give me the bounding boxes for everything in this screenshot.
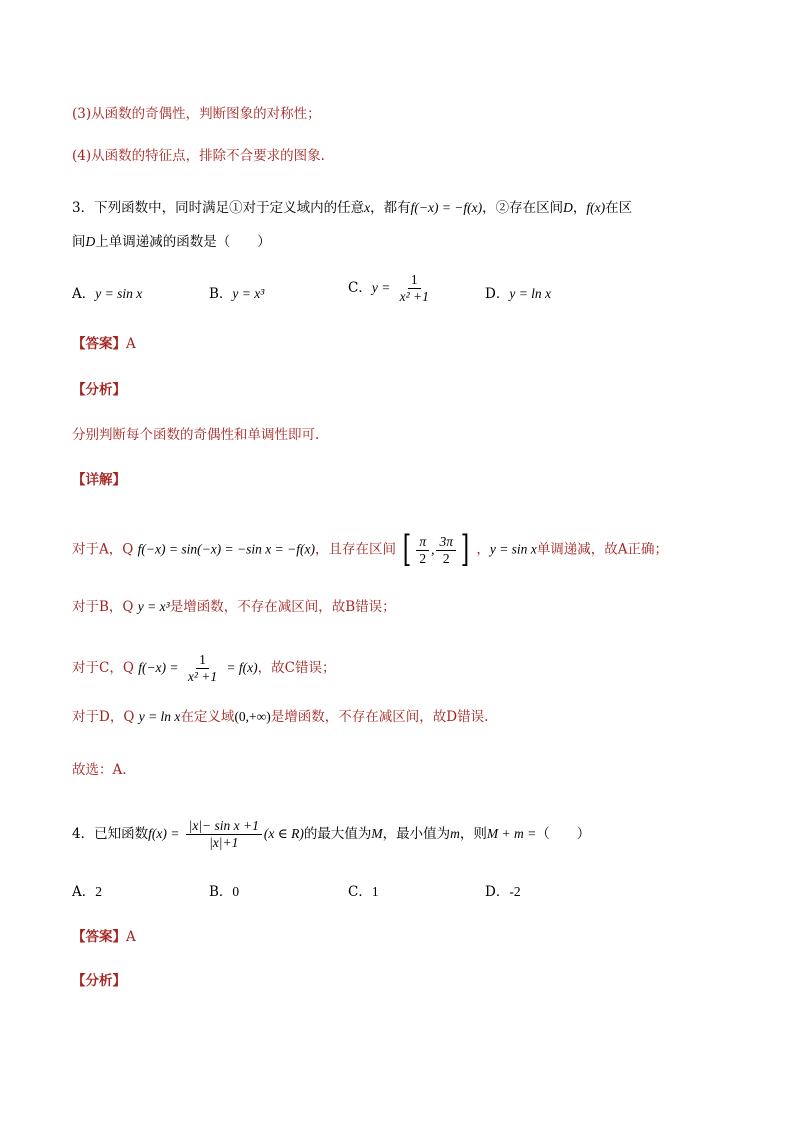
- q4-stem: 4．已知函数f(x) = $\frac{\text{|x|− sin x +1}}{|x|+1}$ (x ∈ R)的最大值为M，最小值为m，则M + m =（ ）: [72, 818, 591, 850]
- circle-2: ②: [495, 200, 510, 216]
- q3-detail-c-fraction: $\frac{1}{\text{x² +1}}$: [187, 652, 218, 684]
- q3-option-c: C．y = $\frac{1}{\text{x² +1}}$: [348, 272, 434, 305]
- q3-detail-tag: 【详解】: [72, 472, 126, 488]
- q4-analysis-tag: 【分析】: [72, 973, 126, 989]
- hint-3: (3)从函数的奇偶性，判断图象的对称性；: [72, 106, 321, 122]
- q3-detail-b: 对于B，Q y = x³是增函数，不存在减区间，故B错误；: [72, 599, 396, 615]
- q4-option-c: C．1: [348, 884, 379, 900]
- q4-answer: 【答案】A: [72, 929, 136, 945]
- q4-option-a: A．2: [72, 884, 102, 900]
- hint-4: (4)从函数的特征点，排除不合要求的图象.: [72, 148, 325, 164]
- q3-option-d: D．y = ln x: [485, 286, 552, 302]
- q3-detail-a: 对于A，Q f(−x) = sin(−x) = −sin x = −f(x)，且存在区间 [ $\frac{\pi}{2}$ , $\frac{3\pi}{2}$ ] ，y = sin x单调递减，故A正确；: [72, 529, 669, 570]
- odd-condition: f(−x) = −f(x): [410, 200, 483, 215]
- answer-tag: 【答案】: [72, 336, 126, 352]
- q3-answer: 【答案】A: [72, 336, 136, 352]
- interval-bracket: [ $\frac{\pi}{2}$ , $\frac{3\pi}{2}$ ]: [403, 529, 470, 570]
- q4-option-b: B．0: [209, 884, 240, 900]
- q3-option-a: A．y = sin x: [72, 286, 143, 302]
- q3-option-c-fraction: $\frac{1}{\text{x² +1}}$: [399, 272, 429, 304]
- q3-choose: 故选：A.: [72, 762, 127, 778]
- q4-option-d: D．-2: [485, 884, 521, 900]
- circle-1: ①: [229, 200, 243, 216]
- q3-analysis-text: 分别判断每个函数的奇偶性和单调性即可.: [72, 427, 320, 443]
- q3-stem-line2: 间D上单调递减的函数是（ ）: [72, 234, 271, 250]
- q3-detail-d: 对于D，Q y = ln x在定义域(0,+∞)是增函数，不存在减区间，故D错误.: [72, 709, 489, 725]
- q3-analysis-tag: 【分析】: [72, 382, 126, 398]
- q4-fraction: $\frac{\text{|x|− sin x +1}}{|x|+1}$: [186, 818, 262, 851]
- q3-option-b: B．y = x³: [209, 286, 265, 302]
- q3-detail-c: 对于C，Q f(−x) = $\frac{1}{\text{x² +1}}$ = f(x)，故C错误；: [72, 652, 336, 684]
- q3-stem-line1: 3．下列函数中，同时满足①对于定义域内的任意x，都有f(−x) = −f(x)，②存在区间D，f(x)在区: [72, 200, 633, 216]
